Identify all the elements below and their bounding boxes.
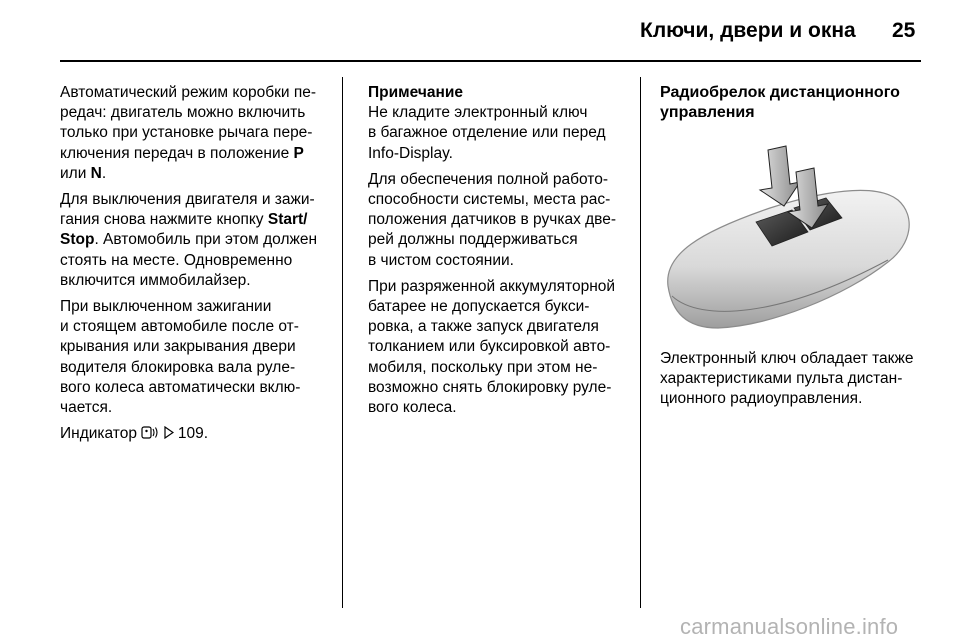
start-stop-label-part2: Stop (60, 231, 95, 249)
note-heading: Примечание (368, 84, 463, 101)
text-line: характеристиками пульта дистан- (660, 370, 903, 388)
text-line: При разряженной аккумуляторной (368, 277, 616, 295)
remote-key-illustration (660, 136, 920, 332)
text-line: только при установке рычага пере- (60, 124, 313, 142)
text-line: Для выключения двигателя и зажи- (60, 191, 315, 209)
text-line: Для обеспечения полной работо- (368, 170, 609, 188)
text-line: включится иммобилайзер. (60, 271, 251, 289)
text-line (60, 210, 317, 230)
text-line: стоять на месте. Одновременно (60, 251, 293, 269)
section-title-line: управления (660, 104, 755, 121)
key-fob-indicator-icon (141, 425, 159, 440)
text-line: и стоящем автомобиле после от- (60, 318, 299, 336)
column-1 (60, 83, 317, 450)
text-line: При выключенном зажигании (60, 298, 272, 316)
column-divider-1 (342, 77, 343, 608)
paragraph-indicator (60, 424, 317, 444)
section-title-line: Радиобрелок дистанционного (660, 84, 900, 101)
paragraph-engine-off (60, 190, 317, 291)
press-arrow-1 (760, 146, 800, 206)
text-line (60, 144, 317, 164)
figure-caption (660, 349, 913, 410)
text-line: чается. (60, 399, 113, 417)
column-2 (368, 83, 616, 424)
text-line: крывания или закрывания двери (60, 338, 296, 356)
page-reference-triangle-icon (164, 426, 174, 439)
text-fragment: ключения передач в положение (60, 144, 294, 162)
text-line: в чистом состоянии. (368, 251, 514, 269)
text-line: водителя блокировка вала руле- (60, 358, 296, 376)
text-line: толканием или буксировкой авто- (368, 338, 611, 356)
start-stop-label-part1: Start/ (267, 211, 308, 229)
text-line (60, 164, 317, 184)
text-fragment: . (101, 164, 107, 182)
text-line: ционного радиоуправления. (660, 390, 863, 408)
header-rule (60, 60, 921, 62)
text-line: Электронный ключ обладает также (660, 350, 914, 367)
page-header-title: Ключи, двери и окна (640, 19, 856, 42)
note-block (368, 83, 616, 164)
gear-position-n: N (90, 164, 102, 182)
text-line: возможно снять блокировку руле- (368, 378, 612, 396)
text-line: рей должны поддерживаться (368, 231, 578, 249)
paragraph-steering-lock (60, 297, 317, 418)
text-line: редач: двигатель можно включить (60, 104, 306, 122)
text-line: мобиля, поскольку при этом не- (368, 358, 598, 376)
text-line (60, 230, 317, 250)
text-line: вого колеса автоматически вклю- (60, 378, 301, 396)
column-divider-2 (640, 77, 641, 608)
text-line: в багажное отделение или перед (368, 124, 606, 142)
paragraph-battery (368, 277, 616, 418)
text-line: вого колеса. (368, 399, 457, 417)
text-fragment: или (60, 164, 91, 182)
text-line: положения датчиков в ручках две- (368, 211, 617, 229)
column-3 (660, 83, 900, 123)
text-line: батарее не допускается букси- (368, 298, 590, 316)
gear-position-p: P (293, 144, 304, 162)
watermark: carmanualsonline.info (680, 614, 899, 639)
text-fragment: . Автомобиль при этом должен (94, 231, 318, 249)
text-line: Не кладите электронный ключ (368, 104, 588, 122)
page-number: 25 (892, 19, 916, 42)
text-line (60, 424, 317, 444)
paragraph-sensors (368, 170, 616, 271)
text-line: способности системы, места рас- (368, 191, 611, 209)
text-line: Info-Display. (368, 144, 453, 162)
text-fragment: Индикатор (60, 425, 142, 443)
paragraph-automatic-gearbox (60, 83, 317, 184)
text-line: Автоматический режим коробки пе- (60, 84, 316, 101)
text-line: ровка, а также запуск двигателя (368, 318, 599, 336)
page-reference-number: 109. (173, 425, 209, 443)
text-fragment: гания снова нажмите кнопку (60, 211, 268, 229)
